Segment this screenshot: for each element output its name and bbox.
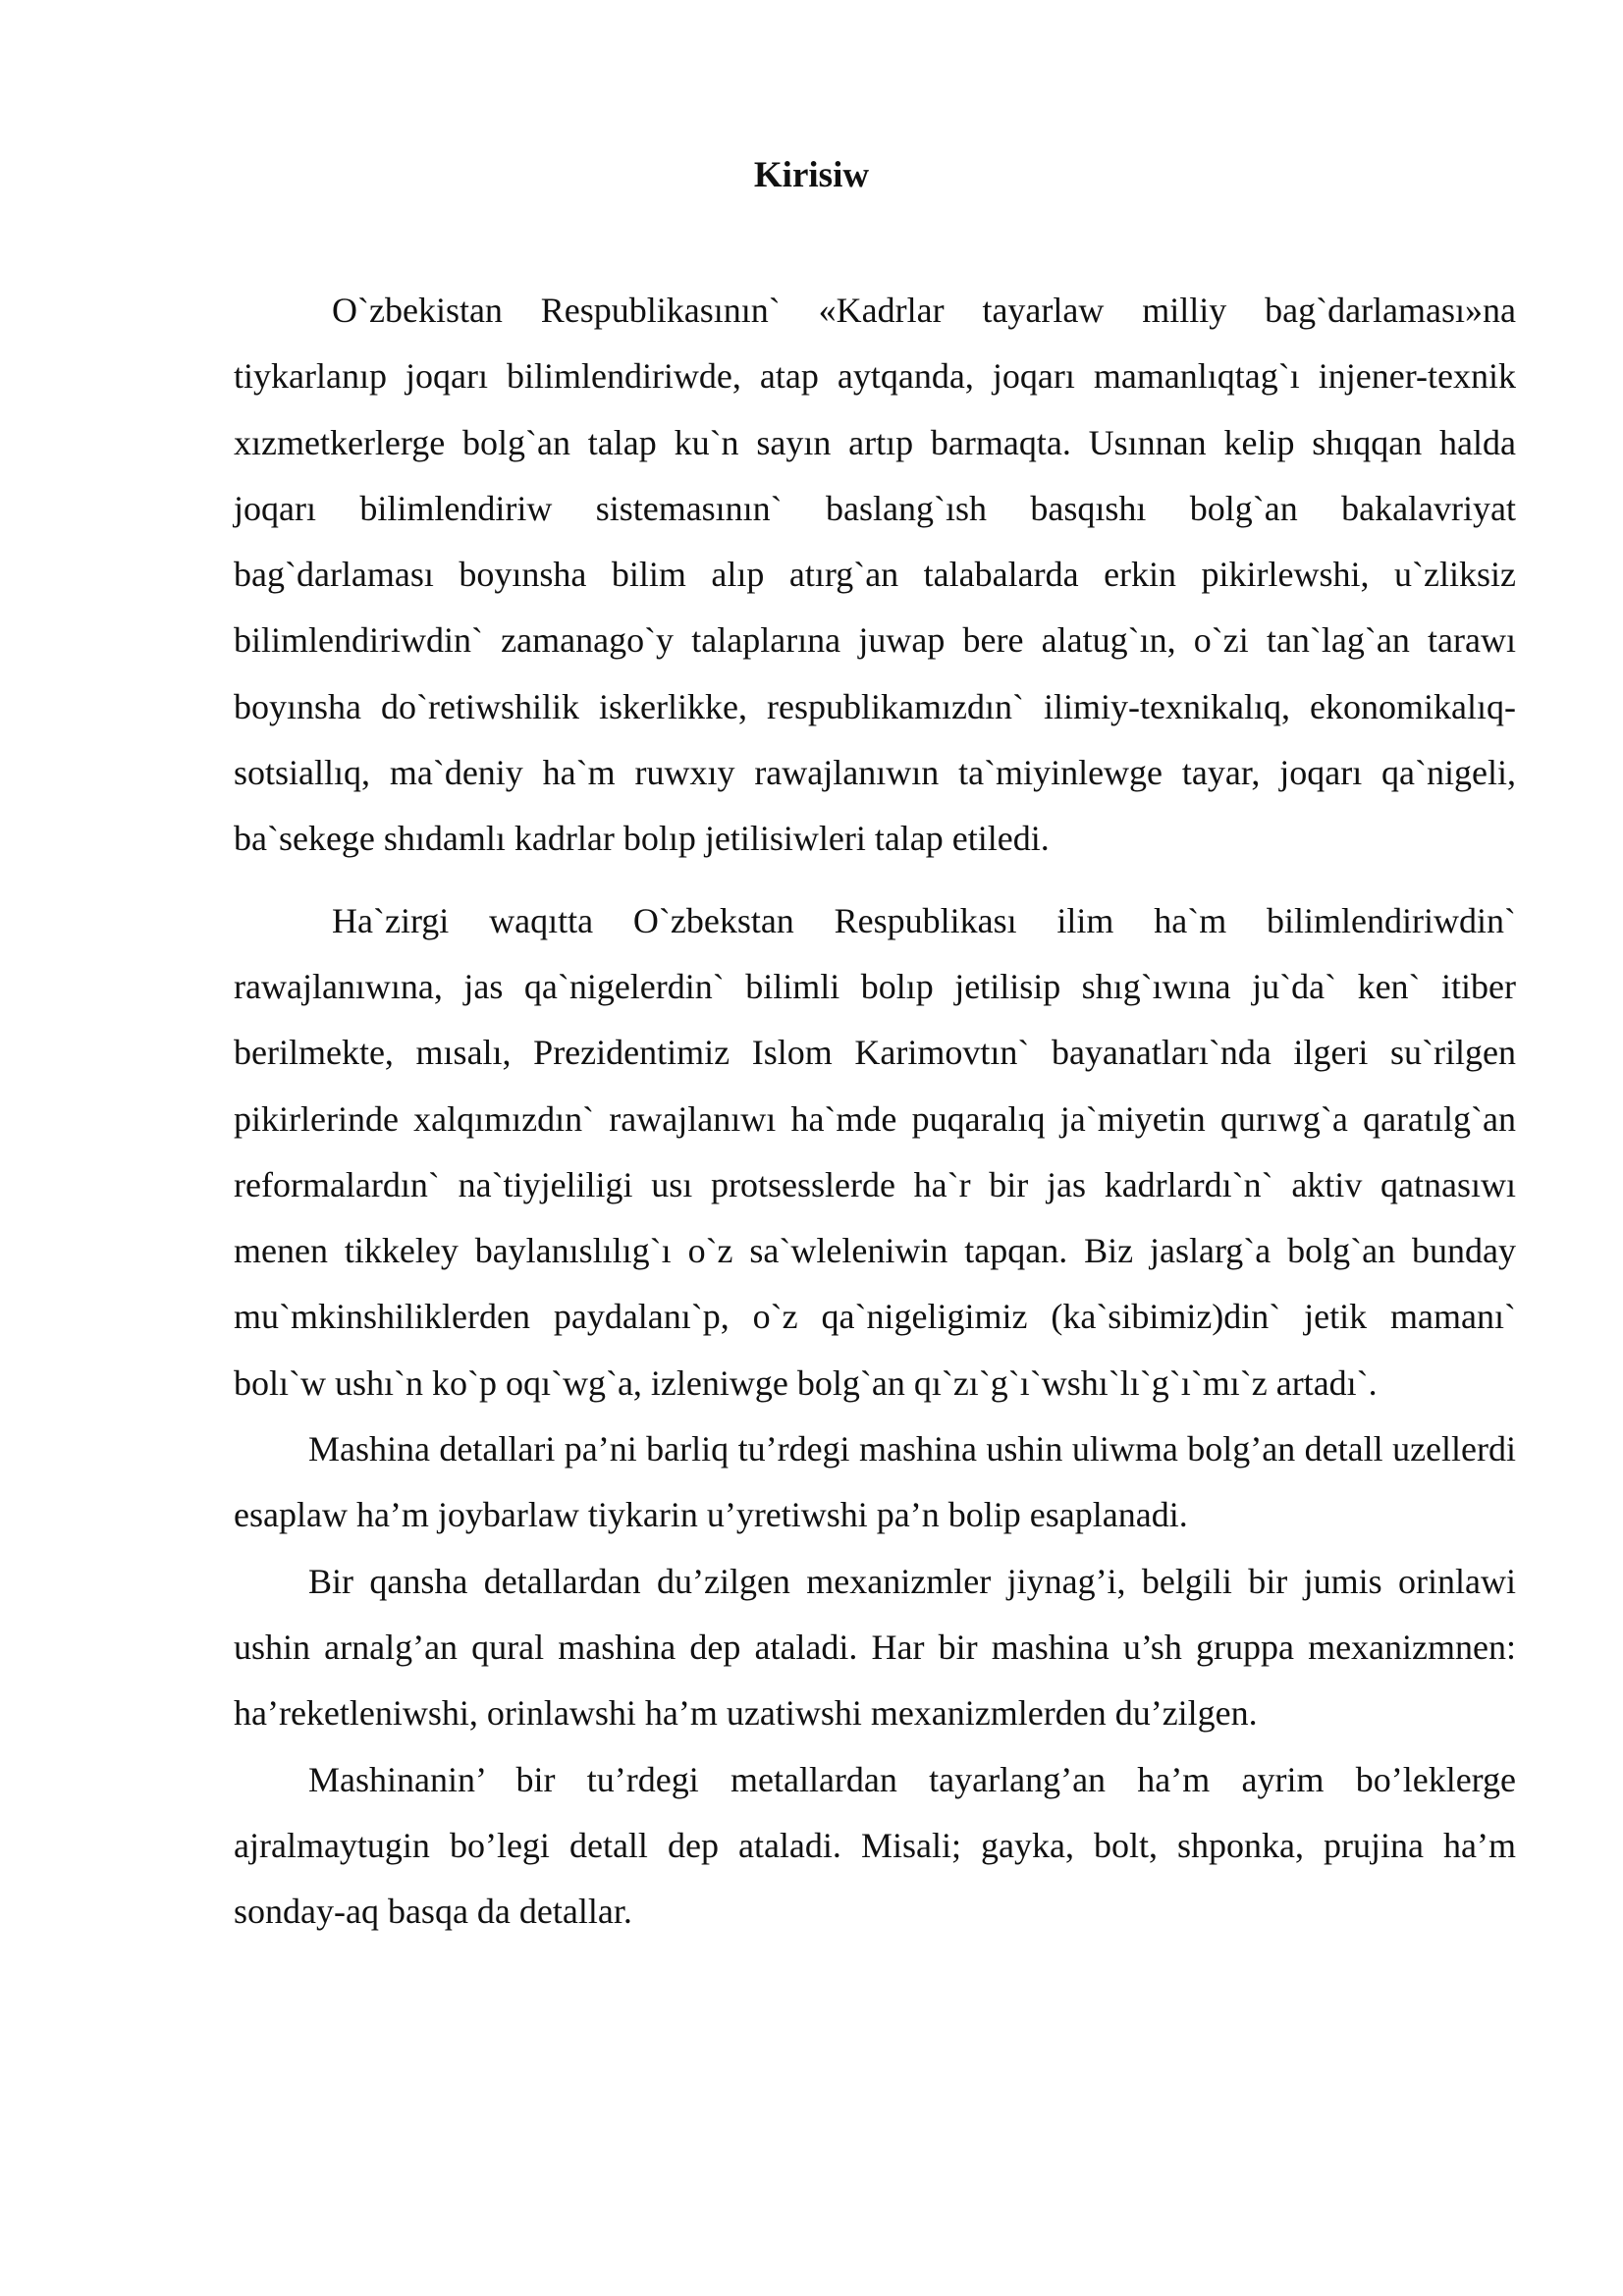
paragraph-subject-definition: Mashina detallari pa’ni barliq tu’rdegi mashina ushin uliwma bolg’an detall uzellerdi esaplaw ha’m joybarlaw tiykarin u’yretiwshi pa’n bolip esaplanadi. (234, 1429, 1516, 1535)
paragraph-current-state: Ha`zirgi waqıtta O`zbekstan Respublikası ilim ha`m bilimlendiriwdin` rawajlanıwına, jas qa`nigelerdin` bilimli bolıp jetilisip shıg`ıwına ju`da` ken` itiber berilmekte, mısalı, Prezidentimiz Islom Karimovtın` bayanatları`nda ilgeri su`rilgen pikirlerinde xalqımızdın` rawajlanıwı ha`mde puqaralıq ja`miyetin qurıwg`a qaratılg`an reformalardın` na`tiyjeliligi usı protsesslerde ha`r bir jas kadrlardı`n` aktiv qatnasıwı menen tikkeley baylanıslılıg`ı o`z sa`wleleniwin tapqan. Biz jaslarg`a bolg`an bunday mu`mkinshiliklerden paydalanı`p, o`z qa`nigeligimiz (ka`sibimiz)din` jetik mamanı` bolı`w ushı`n ko`p oqı`wg`a, izleniwge bolg`an qı`zı`g`ı`wshı`lı`g`ı`mı`z artadı`. (234, 900, 1516, 1403)
paragraph-intro: O`zbekistan Respublikasının` «Kadrlar tayarlaw milliy bag`darlaması»na tiykarlanıp joqarı bilimlendiriwde, atap aytqanda, joqarı mamanlıqtag`ı injener-texnik xızmetkerlerge bolg`an talap ku`n sayın artıp barmaqta. Usınnan kelip shıqqan halda joqarı bilimlendiriw sistemasının` baslang`ısh basqıshı bolg`an bakalavriyat bag`darlaması boyınsha bilim alıp atırg`an talabalarda erkin pikirlewshi, u`zliksiz bilimlendiriwdin` zamanago`y talaplarına juwap bere alatug`ın, o`zi tan`lag`an tarawı boyınsha do`retiwshilik iskerlikke, respublikamızdın` ilimiy-texnikalıq, ekonomikalıq-sotsiallıq, ma`deniy ha`m ruwxıy rawajlanıwın ta`miyinlewge tayar, joqarı qa`nigeli, ba`sekege shıdamlı kadrlar bolıp jetilisiwleri talap etiledi. (234, 291, 1516, 859)
document-body (234, 278, 1516, 1945)
paragraph-machine-definition: Bir qansha detallardan du’zilgen mexanizmler jiynag’i, belgili bir jumis orinlawi ushin arnalg’an qural mashina dep ataladi. Har bir mashina u’sh gruppa mexanizmnen: ha’reketleniwshi, orinlawshi ha’m uzatiwshi mexanizmlerden du’zilgen. (234, 1561, 1516, 1734)
page-title: Kirisiw (753, 155, 870, 195)
paragraph-detail-definition: Mashinanin’ bir tu’rdegi metallardan tayarlang’an ha’m ayrim bo’leklerge ajralmaytugin bo’legi detall dep ataladi. Misali; gayka, bolt, shponka, prujina ha’m sonday-aq basqa da detallar. (234, 1759, 1516, 1932)
